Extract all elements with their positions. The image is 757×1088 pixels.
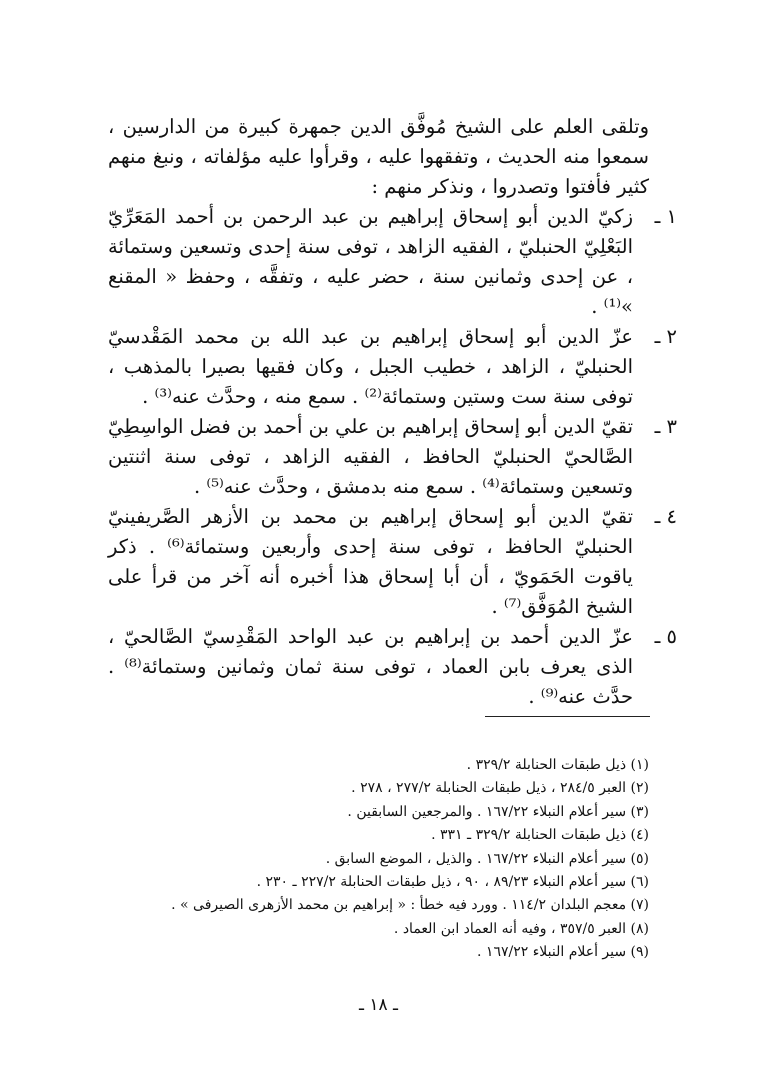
list-item bbox=[108, 322, 677, 412]
footnote: (٩) سير أعلام النبلاء ١٦٧/٢٢ . bbox=[477, 944, 649, 961]
page-number: ـ ١٨ ـ bbox=[358, 995, 399, 1015]
item-text: تقيّ الدين أبو إسحاق إبراهيم بن علي بن أحمد بن فضل الواسِطِيّ الصَّالحيّ الحنبليّ الحافظ ، الفقيه الزاهد ، توفى سنة اثنتين وتسعين وستمائة⁽⁴⁾ . سمع منه بدمشق ، وحدَّث عنه⁽⁵⁾ . bbox=[108, 415, 633, 498]
item-number: ٣ ـ bbox=[654, 415, 677, 438]
item-number: ٥ ـ bbox=[654, 625, 677, 648]
footnote: (٢) العبر ٢٨٤/٥ ، ذيل طبقات الحنابلة ٢٧٧/٢ ، ٢٧٨ . bbox=[351, 780, 649, 797]
footnote: (٤) ذيل طبقات الحنابلة ٣٢٩/٢ ـ ٣٣١ . bbox=[431, 827, 649, 844]
footnotes bbox=[108, 754, 649, 965]
list-item bbox=[108, 502, 677, 622]
item-number: ١ ـ bbox=[654, 205, 677, 228]
footnote: (٦) سير أعلام النبلاء ٨٩/٢٣ ، ٩٠ ، ذيل طبقات الحنابلة ٢٢٧/٢ ـ ٢٣٠ . bbox=[256, 874, 649, 891]
footnote-divider bbox=[485, 716, 650, 717]
list-item bbox=[108, 202, 677, 322]
intro-paragraph: وتلقى العلم على الشيخ مُوفَّق الدين جمهرة كبيرة من الدارسين ، سمعوا منه الحديث ، وتفقهوا عليه ، وقرأوا عليه مؤلفاته ، ونبغ منهم كثير فأفتوا وتصدروا ، ونذكر منهم : bbox=[108, 115, 649, 198]
list-item bbox=[108, 412, 677, 502]
footnote: (٨) العبر ٣٥٧/٥ ، وفيه أنه العماد ابن العماد . bbox=[393, 920, 649, 937]
footnote: (٧) معجم البلدان ١١٤/٢ . وورد فيه خطأ : « إبراهيم بن محمد الأزهرى الصيرفى » . bbox=[171, 897, 649, 914]
item-number: ٤ ـ bbox=[654, 505, 677, 528]
item-text: زكيّ الدين أبو إسحاق إبراهيم بن عبد الرحمن بن أحمد المَعَرِّيّ البَعْلِيّ الحنبليّ ، الفقيه الزاهد ، توفى سنة إحدى وتسعين وستمائة ، عن إحدى وثمانين سنة ، حضر عليه ، وتفقَّه ، وحفظ « المقنع »⁽¹⁾ . bbox=[108, 205, 633, 318]
item-text: تقيّ الدين أبو إسحاق إبراهيم بن محمد بن الأزهر الصَّريفينيّ الحنبليّ الحافظ ، توفى سنة إحدى وأربعين وستمائة⁽⁶⁾ . ذكر ياقوت الحَمَويّ ، أن أبا إسحاق هذا أخبره أنه آخر من قرأ على الشيخ المُوَفَّق⁽⁷⁾ . bbox=[108, 505, 633, 618]
item-number: ٢ ـ bbox=[654, 325, 677, 348]
item-text: عزّ الدين أبو إسحاق إبراهيم بن عبد الله بن محمد المَقْدسيّ الحنبليّ ، الزاهد ، خطيب الجبل ، وكان فقيها بصيرا بالمذهب ، توفى سنة ست وستين وستمائة⁽²⁾ . سمع منه ، وحدَّث عنه⁽³⁾ . bbox=[108, 325, 633, 408]
footnote: (٣) سير أعلام النبلاء ١٦٧/٢٢ . والمرجعين السابقين . bbox=[347, 803, 649, 820]
footnote: (١) ذيل طبقات الحنابلة ٣٢٩/٢ . bbox=[466, 757, 649, 773]
list-item bbox=[108, 622, 677, 712]
item-text: عزّ الدين أحمد بن إبراهيم بن عبد الواحد المَقْدِسيّ الصَّالحيّ ، الذى يعرف بابن العماد ، توفى سنة ثمان وثمانين وستمائة⁽⁸⁾ . حدَّث عنه⁽⁹⁾ . bbox=[108, 625, 634, 708]
main-text bbox=[108, 112, 677, 712]
footnote: (٥) سير أعلام النبلاء ١٦٧/٢٢ . والذيل ، الموضع السابق . bbox=[325, 850, 649, 867]
